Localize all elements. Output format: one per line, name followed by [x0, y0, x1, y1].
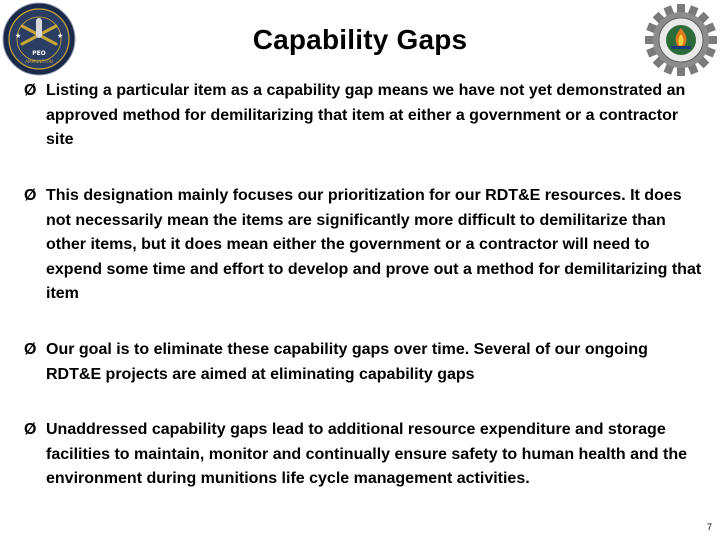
svg-text:AMMUNITION: AMMUNITION	[25, 59, 53, 64]
svg-text:PEO: PEO	[32, 50, 46, 57]
bullet-text: Listing a particular item as a capability gap means we have not yet demonstrated an approved method for demilitarizing that item at either a government or a contractor site	[46, 82, 686, 148]
arrow-bullet-icon: Ø	[24, 341, 37, 358]
slide-title: Capability Gaps	[252, 24, 468, 55]
bullet-item	[24, 79, 714, 153]
page-number: 7	[706, 522, 712, 532]
bullet-text: Our goal is to eliminate these capability gaps over time. Several of our ongoing RDT&E projects are aimed at eliminating capability gaps	[46, 341, 648, 383]
svg-text:★: ★	[15, 32, 22, 40]
arrow-bullet-icon: Ø	[24, 82, 37, 99]
arrow-bullet-icon: Ø	[24, 421, 37, 438]
bullet-text: Unaddressed capability gaps lead to additional resource expenditure and storage facilities to maintain, monitor and continually ensure safety to human health and the environment during munitions life cycle management activities.	[46, 421, 687, 487]
bullet-item	[24, 184, 714, 307]
bullet-item	[24, 338, 714, 387]
bullet-item	[24, 418, 714, 492]
arrow-bullet-icon: Ø	[24, 187, 37, 204]
svg-text:★: ★	[57, 32, 64, 40]
gear-flame-seal-icon	[644, 3, 718, 77]
bullet-text: This designation mainly focuses our prioritization for our RDT&E resources. It does not necessarily mean the items are significantly more difficult to demilitarize than other items, but it does mean either the government or a contractor will need to expend some time and effort to develop and prove out a method for demilitarizing that item	[46, 187, 702, 302]
